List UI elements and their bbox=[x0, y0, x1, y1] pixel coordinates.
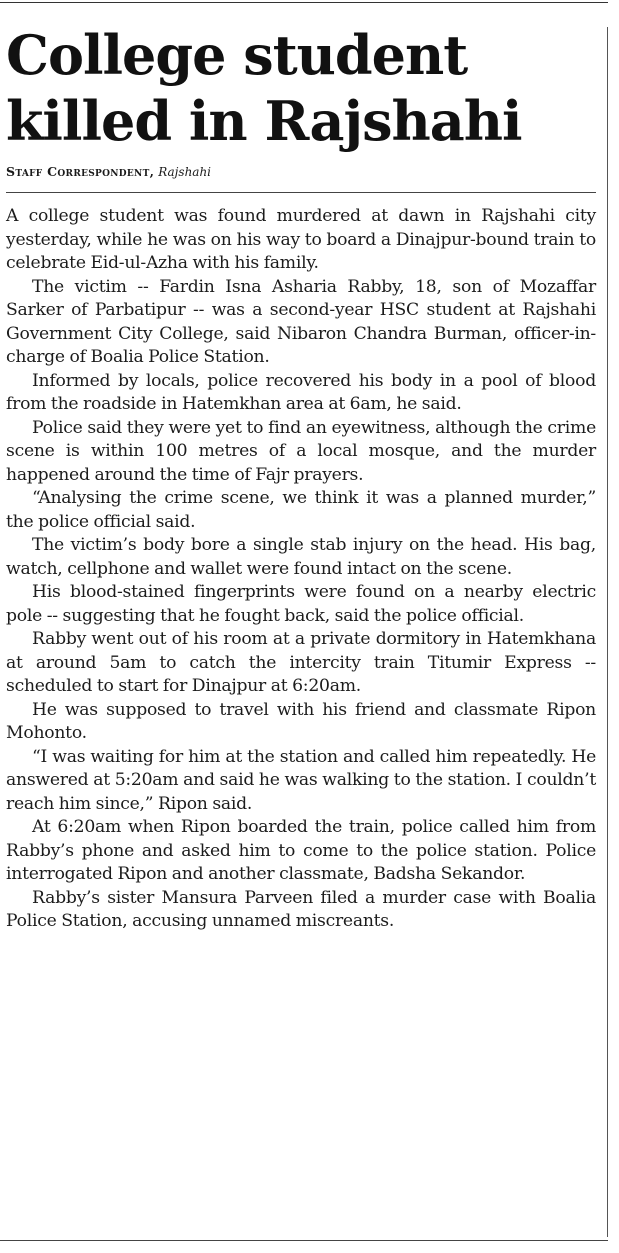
paragraph: He was supposed to travel with his friend and classmate Ripon Mohonto. bbox=[6, 699, 596, 743]
paragraph: “I was waiting for him at the station and called him repeatedly. He answered at 5:20am and said he was walking to the station. I couldn’t reach him since,” Ripon said. bbox=[6, 746, 596, 814]
headline: College student killed in Rajshahi bbox=[6, 23, 522, 153]
top-rule bbox=[0, 2, 608, 3]
paragraph: “Analysing the crime scene, we think it was a planned murder,” the police official said. bbox=[6, 488, 596, 532]
column-rule bbox=[607, 27, 608, 1237]
paragraph: Informed by locals, police recovered his body in a pool of blood from the roadside in Hatemkhan area at 6am, he said. bbox=[6, 370, 596, 414]
paragraph: Rabby’s sister Mansura Parveen filed a murder case with Boalia Police Station, accusing unnamed miscreants. bbox=[6, 887, 596, 931]
byline-author: Staff Correspondent, bbox=[6, 164, 155, 179]
paragraph: The victim -- Fardin Isna Asharia Rabby, 18, son of Mozaffar Sarker of Parbatipur -- was a second-year HSC student at Rajshahi Government City College, said Nibaron Chandra Burman, officer-in-charge of Boalia Police Station. bbox=[6, 276, 596, 367]
article-body bbox=[6, 205, 596, 934]
paragraph: A college student was found murdered at dawn in Rajshahi city yesterday, while he was on his way to board a Dinajpur-bound train to celebrate Eid-ul-Azha with his family. bbox=[6, 206, 596, 273]
byline bbox=[6, 164, 596, 193]
paragraph: The victim’s body bore a single stab injury on the head. His bag, watch, cellphone and wallet were found intact on the scene. bbox=[6, 535, 596, 579]
bottom-rule bbox=[0, 1240, 608, 1241]
paragraph: Rabby went out of his room at a private dormitory in Hatemkhana at around 5am to catch the intercity train Titumir Express -- scheduled to start for Dinajpur at 6:20am. bbox=[6, 629, 596, 696]
byline-dateline: Rajshahi bbox=[158, 165, 212, 179]
paragraph: Police said they were yet to find an eyewitness, although the crime scene is within 100 metres of a local mosque, and the murder happened around the time of Fajr prayers. bbox=[6, 417, 596, 485]
paragraph: At 6:20am when Ripon boarded the train, police called him from Rabby’s phone and asked him to come to the police station. Police interrogated Ripon and another classmate, Badsha Sekandor. bbox=[6, 817, 596, 884]
paragraph: His blood-stained fingerprints were found on a nearby electric pole -- suggesting that he fought back, said the police official. bbox=[6, 582, 596, 626]
news-article bbox=[6, 22, 596, 934]
